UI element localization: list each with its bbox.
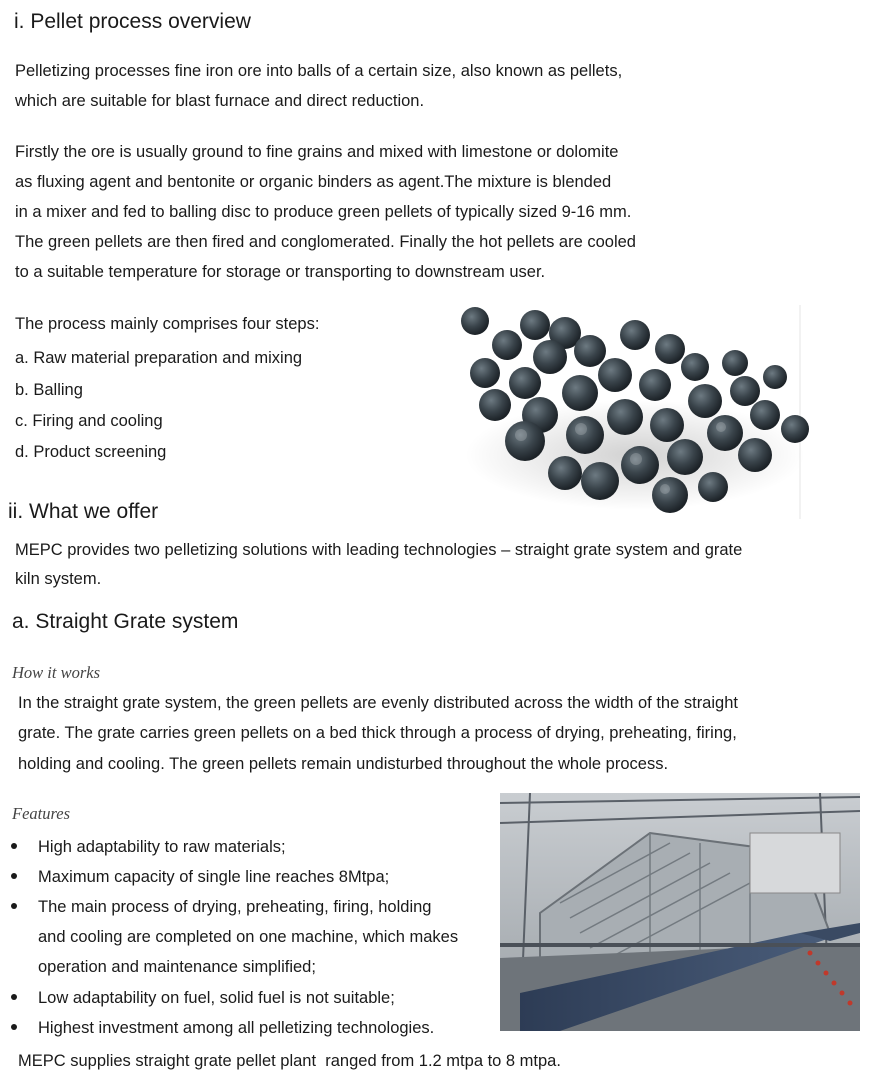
how-line: grate. The grate carries green pellets on a bed thick through a process of drying, preheating, firing, <box>18 724 737 742</box>
feature-item: Low adaptability on fuel, solid fuel is not suitable; <box>38 989 395 1007</box>
how-line: In the straight grate system, the green pellets are evenly distributed across the width of the straight <box>18 694 738 712</box>
bullet-icon <box>11 1024 17 1030</box>
detail-line: to a suitable temperature for storage or transporting to downstream user. <box>15 263 546 281</box>
bullet-icon <box>11 903 17 909</box>
intro-line: which are suitable for blast furnace and direct reduction. <box>15 92 425 110</box>
feature-item: The main process of drying, preheating, firing, holding <box>38 898 432 916</box>
bullet-icon <box>11 873 17 879</box>
feature-item: High adaptability to raw materials; <box>38 838 286 856</box>
feature-item: Highest investment among all pelletizing technologies. <box>38 1019 435 1037</box>
step-item: b. Balling <box>15 381 83 399</box>
section-heading-offer: ii. What we offer <box>8 500 159 523</box>
features-label: Features <box>12 804 71 823</box>
detail-line: as fluxing agent and bentonite or organic binders as agent.The mixture is blended <box>15 173 612 191</box>
iron-ore-pellets-photo <box>455 305 823 519</box>
feature-item-continued: and cooling are completed on one machine, which makes <box>38 928 459 946</box>
straight-grate-plant-photo <box>500 793 860 1031</box>
step-item: c. Firing and cooling <box>15 412 163 430</box>
how-it-works-label: How it works <box>12 663 101 682</box>
feature-item: Maximum capacity of single line reaches 8Mtpa; <box>38 868 390 886</box>
step-item: a. Raw material preparation and mixing <box>15 349 303 367</box>
offer-line: kiln system. <box>15 570 102 588</box>
plant-image <box>500 793 860 1031</box>
bullet-icon <box>11 843 17 849</box>
steps-intro: The process mainly comprises four steps: <box>15 315 320 333</box>
section-heading-straight-grate: a. Straight Grate system <box>12 610 239 633</box>
feature-item-continued: operation and maintenance simplified; <box>38 958 316 976</box>
offer-line: MEPC provides two pelletizing solutions with leading technologies – straight grate system and grate <box>15 541 743 559</box>
closing-statement: MEPC supplies straight grate pellet plant ranged from 1.2 mtpa to 8 mtpa. <box>18 1052 561 1070</box>
detail-line: in a mixer and fed to balling disc to produce green pellets of typically sized 9-16 mm. <box>15 203 632 221</box>
step-item: d. Product screening <box>15 443 167 461</box>
how-line: holding and cooling. The green pellets remain undisturbed throughout the whole process. <box>18 755 669 773</box>
detail-line: Firstly the ore is usually ground to fine grains and mixed with limestone or dolomite <box>15 143 619 161</box>
pellets-image <box>455 305 823 519</box>
intro-line: Pelletizing processes fine iron ore into balls of a certain size, also known as pellets, <box>15 62 623 80</box>
detail-line: The green pellets are then fired and conglomerated. Finally the hot pellets are cooled <box>15 233 636 251</box>
bullet-icon <box>11 994 17 1000</box>
section-heading-overview: i. Pellet process overview <box>14 10 251 33</box>
